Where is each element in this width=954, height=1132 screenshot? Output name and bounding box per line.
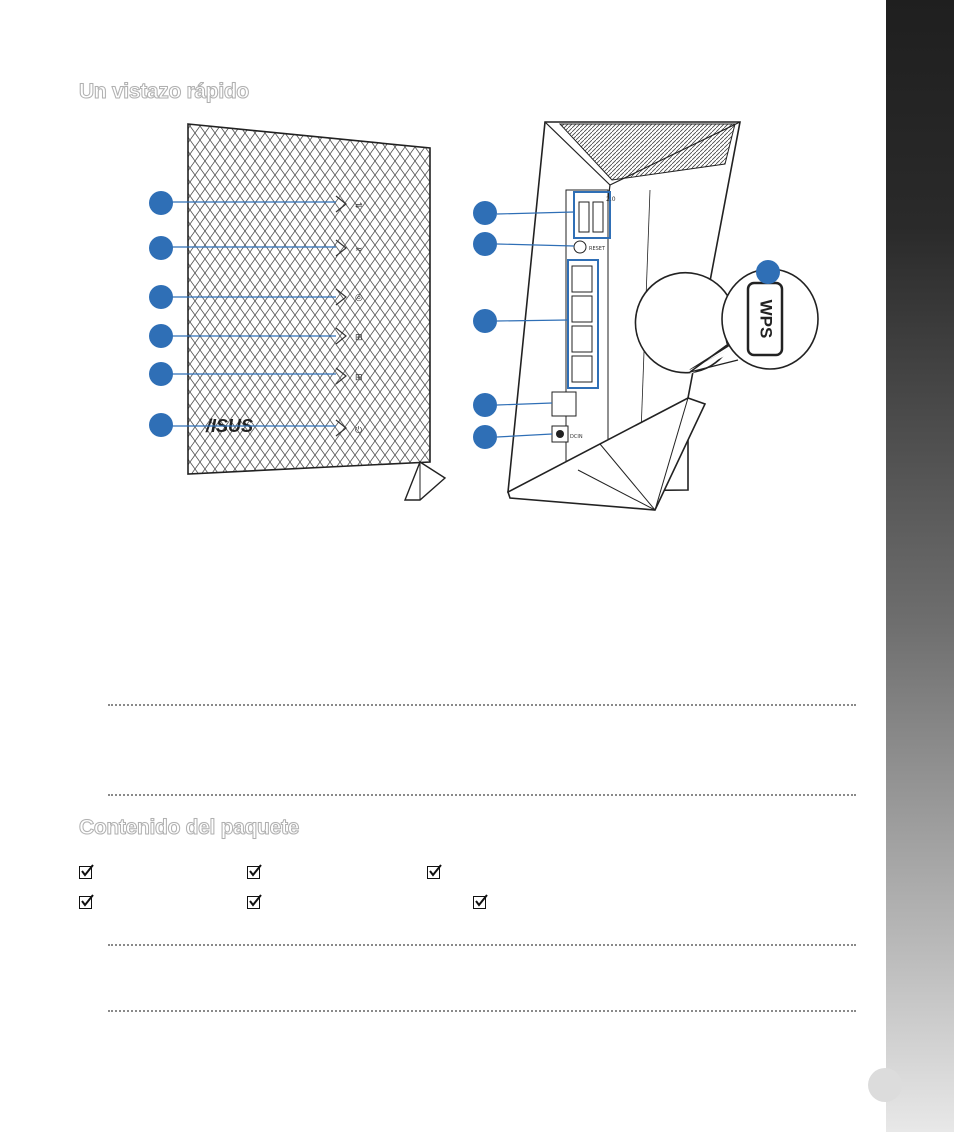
callout-circle [473,425,497,449]
wan-icon: ◎ [355,293,363,303]
callout-circle [149,285,173,309]
callout-circle [149,324,173,348]
callout-circle [473,201,497,225]
router-front-view [188,124,445,500]
note-divider-bottom-2 [108,1010,856,1012]
reset-button [574,241,586,253]
checkbox-icon [79,866,92,879]
callout-circle [756,260,780,284]
dcin-label: DCIN [570,434,583,440]
callout-circle [149,362,173,386]
usb-label: 2.0 [606,196,616,203]
callout-circle [149,413,173,437]
usb-icon: ⇌ [355,201,363,211]
wifi-icon: ≈ [355,245,363,255]
heading-package-contents: Contenido del paquete [79,816,300,839]
lan-icon: ⊞ [355,373,363,383]
page-number-badge [868,1068,902,1102]
note-divider-top [108,704,856,706]
router-figure [0,0,954,560]
heading-quick-look: Un vistazo rápido [79,80,249,103]
lan-icon: ⊞ [355,333,363,343]
wps-label: WPS [756,299,776,339]
note-divider-bottom [108,794,856,796]
note-divider-top-2 [108,944,856,946]
reset-label: RESET [589,246,606,252]
checkbox-icon [247,866,260,879]
power-icon: ⏻ [355,426,363,436]
checkbox-icon [79,896,92,909]
callout-circle [149,236,173,260]
callout-circle [149,191,173,215]
checkbox-icon [247,896,260,909]
asus-logo: /ISUS [206,416,254,436]
checkbox-icon [427,866,440,879]
callout-circle [473,309,497,333]
checkbox-icon [473,896,486,909]
callout-circle [473,232,497,256]
callout-circle [473,393,497,417]
